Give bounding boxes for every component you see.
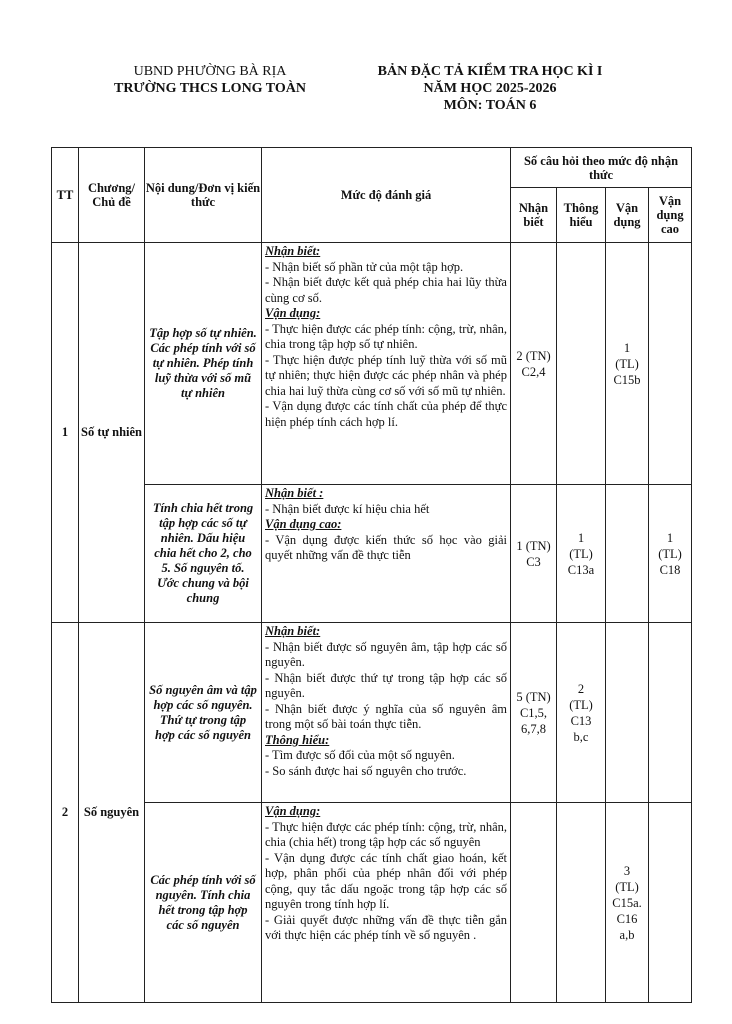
question-type: (TL) (615, 879, 639, 894)
col-content: Nội dung/Đơn vị kiến thức (145, 148, 262, 243)
section-label: Vận dụng cao: (265, 517, 342, 531)
col-level-apply-high: Vận dụng cao (649, 188, 692, 243)
criteria-item: - Vận dụng được các tính chất của phép để thực hiện phép tính cách hợp lí. (265, 399, 507, 429)
col-criteria: Mức độ đánh giá (262, 148, 511, 243)
school-name: TRƯỜNG THCS LONG TOÀN (113, 81, 307, 96)
ward-name: UBND PHƯỜNG BÀ RỊA (133, 64, 287, 79)
criteria-item: - Nhận biết số phần tử của một tập hợp. (265, 259, 464, 274)
count-apply (606, 623, 649, 803)
question-ref: C2,4 (521, 364, 546, 379)
document-title-block (360, 63, 620, 114)
count-recognize (511, 623, 557, 803)
criteria-item: - Nhận biết được ý nghĩa của số nguyên âm trong một số bài toán thực tiễn. (265, 701, 507, 731)
section-label: Nhận biết : (265, 486, 324, 500)
count-apply-high (649, 243, 692, 485)
criteria-item: - Nhận biết được kí hiệu chia hết (265, 501, 430, 516)
criteria-item: - Vận dụng được các tính chất giao hoán, kết hợp, phân phối của phép nhân đối với phép cộng, quy tắc dấu ngoặc trong tập hợp các số nguyên trong tính hợp lí. (265, 850, 507, 911)
table-row (52, 485, 692, 623)
criteria-item: - Thực hiện được phép tính luỹ thừa với số mũ tự nhiên; thực hiện được các phép nhân và phép chia hai luỹ thừa cùng cơ số với số mũ tự nhiên. (265, 352, 507, 398)
row-number: 2 (52, 623, 79, 1003)
specification-table (51, 147, 692, 1003)
row-number: 1 (52, 243, 79, 623)
criteria-cell (262, 623, 511, 803)
col-level-understand: Thông hiểu (557, 188, 606, 243)
question-type: (TL) (569, 697, 593, 712)
count-value: 2 (TN) (516, 348, 551, 363)
criteria-cell (262, 803, 511, 1003)
chapter-name: Số nguyên (79, 623, 145, 1003)
topic-name: Số nguyên âm và tập hợp các số nguyên. Thứ tự trong tập hợp các số nguyên (145, 623, 262, 803)
count-recognize (511, 485, 557, 623)
count-value: 3 (623, 863, 631, 878)
criteria-cell (262, 243, 511, 485)
section-label: Nhận biết: (265, 624, 321, 638)
count-apply-high (649, 623, 692, 803)
col-tt: TT (52, 148, 79, 243)
question-ref: C15b (613, 372, 641, 387)
count-understand (557, 803, 606, 1003)
question-ref: 6,7,8 (521, 721, 546, 736)
question-type: (TL) (569, 546, 593, 561)
count-value: 1 (666, 530, 674, 545)
count-apply (606, 243, 649, 485)
question-ref: C18 (659, 562, 681, 577)
count-recognize (511, 243, 557, 485)
criteria-item: - Thực hiện được các phép tính: cộng, trừ, nhân, chia trong tập hợp số tự nhiên. (265, 321, 507, 351)
col-level-recognize: Nhận biết (511, 188, 557, 243)
question-type: (TL) (615, 356, 639, 371)
col-chapter: Chương/ Chủ đề (79, 148, 145, 243)
section-label: Thông hiểu: (265, 732, 330, 747)
topic-name: Tính chia hết trong tập hợp các số tự nhiên. Dấu hiệu chia hết cho 2, cho 5. Số nguyên tố. Ước chung và bội chung (145, 485, 262, 623)
chapter-name: Số tự nhiên (79, 243, 145, 623)
count-value: 5 (TN) (516, 689, 551, 704)
col-levels-group: Số câu hỏi theo mức độ nhận thức (511, 148, 692, 188)
count-apply (606, 803, 649, 1003)
section-label: Vận dụng: (265, 804, 321, 818)
count-value: 1 (TN) (516, 538, 551, 553)
count-understand (557, 485, 606, 623)
document-title: BẢN ĐẶC TẢ KIỂM TRA HỌC KÌ I (377, 64, 603, 79)
criteria-item: - So sánh được hai số nguyên cho trước. (265, 763, 467, 778)
criteria-item: - Giải quyết được những vấn đề thực tiễn gắn với thực hiện các phép tính về số nguyên . (265, 912, 507, 942)
criteria-item: - Vận dụng được kiến thức số học vào giải quyết những vấn đề thực tiễn (265, 532, 507, 562)
count-understand (557, 243, 606, 485)
criteria-item: - Nhận biết được thứ tự trong tập hợp các số nguyên. (265, 670, 507, 700)
question-ref: C15a. (612, 895, 642, 910)
count-recognize (511, 803, 557, 1003)
count-apply (606, 485, 649, 623)
count-apply-high (649, 485, 692, 623)
question-ref: C3 (526, 554, 541, 569)
table-row (52, 623, 692, 803)
count-value: 2 (577, 681, 585, 696)
table-row (52, 803, 692, 1003)
count-understand (557, 623, 606, 803)
question-ref: C13a (567, 562, 595, 577)
criteria-cell (262, 485, 511, 623)
criteria-item: - Nhận biết được số nguyên âm, tập hợp các số nguyên. (265, 639, 507, 669)
criteria-item: - Tìm được số đối của một số nguyên. (265, 748, 455, 762)
question-ref: b,c (573, 729, 589, 744)
question-ref: C1,5, (519, 705, 548, 720)
count-apply-high (649, 803, 692, 1003)
criteria-item: - Nhận biết được kết quả phép chia hai lũy thừa cùng cơ số. (265, 275, 507, 305)
section-label: Vận dụng: (265, 306, 321, 320)
school-year: NĂM HỌC 2025-2026 (423, 81, 557, 96)
topic-name: Tập hợp số tự nhiên. Các phép tính với số tự nhiên. Phép tính luỹ thừa với số mũ tự nhiên (145, 243, 262, 485)
count-value: 1 (623, 340, 631, 355)
table-row (52, 243, 692, 485)
count-value: 1 (577, 530, 585, 545)
topic-name: Các phép tính với số nguyên. Tính chia hết trong tập hợp các số nguyên (145, 803, 262, 1003)
col-level-apply: Vận dụng (606, 188, 649, 243)
question-ref: a,b (619, 927, 635, 942)
question-type: (TL) (658, 546, 682, 561)
question-ref: C13 (570, 713, 592, 728)
section-label: Nhận biết: (265, 244, 321, 258)
criteria-item: - Thực hiện được các phép tính: cộng, trừ, nhân, chia (chia hết) trong tập hợp các số nguyên (265, 819, 507, 849)
school-header (100, 63, 320, 97)
question-ref: C16 (616, 911, 638, 926)
subject: MÔN: TOÁN 6 (443, 98, 537, 113)
